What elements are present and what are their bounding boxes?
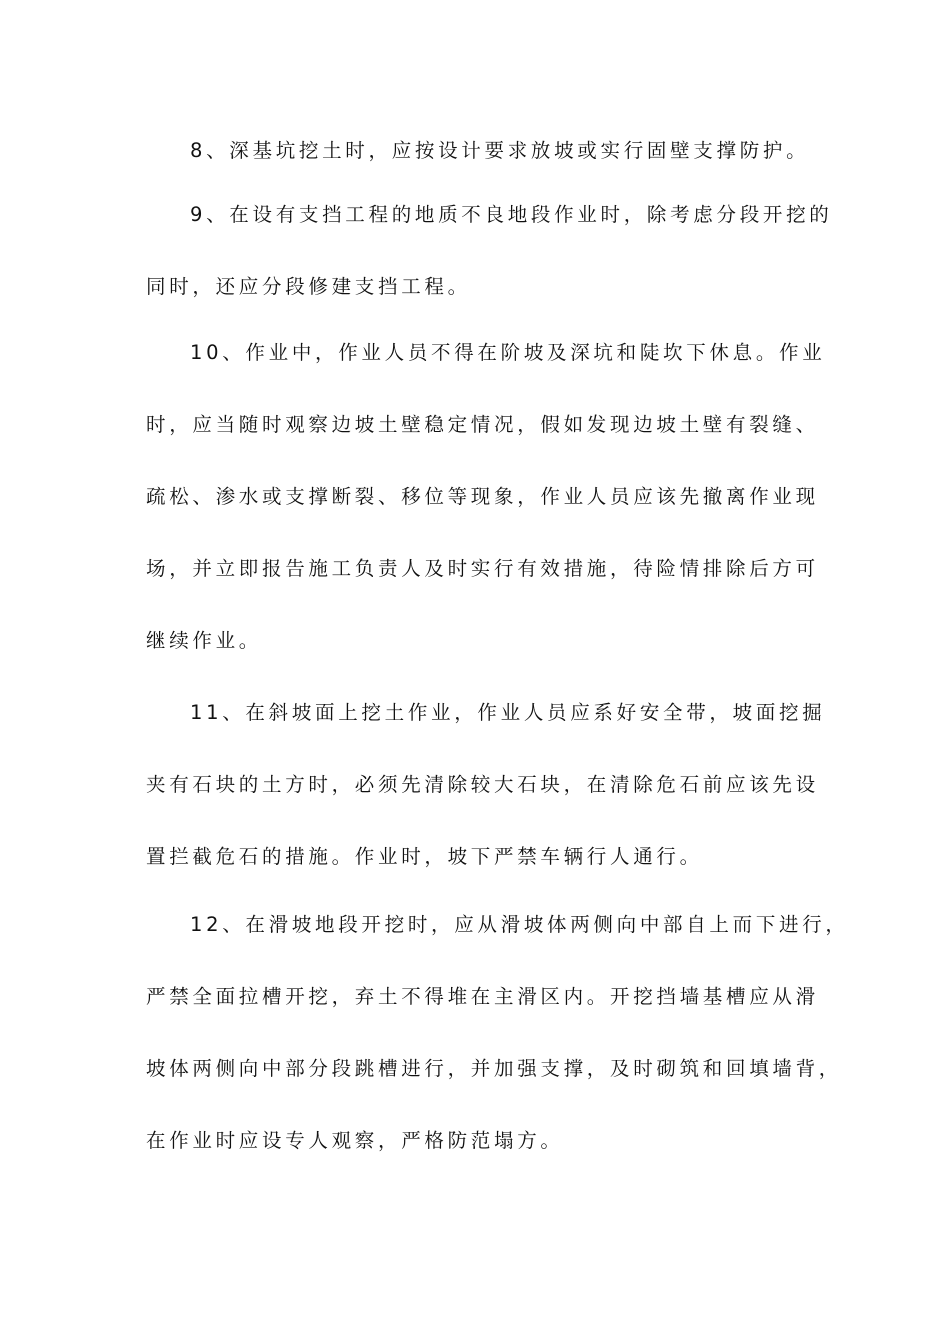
paragraph-12-line-1: 12、在滑坡地段开挖时，应从滑坡体两侧向中部自上而下进行，	[190, 913, 849, 936]
paragraph-9-line-1: 9、在设有支挡工程的地质不良地段作业时，除考虑分段开挖的	[190, 203, 833, 226]
paragraph-9-line-2: 同时，还应分段修建支挡工程。	[146, 275, 471, 298]
paragraph-8-line-1: 8、深基坑挖土时，应按设计要求放坡或实行固壁支撑防护。	[190, 139, 810, 162]
paragraph-11-line-3: 置拦截危石的措施。作业时，坡下严禁车辆行人通行。	[146, 845, 703, 868]
paragraph-10-line-3: 疏松、渗水或支撑断裂、移位等现象，作业人员应该先撤离作业现	[146, 485, 819, 508]
paragraph-10-line-5: 继续作业。	[146, 629, 263, 652]
paragraph-10-line-2: 时，应当随时观察边坡土壁稳定情况，假如发现边坡土壁有裂缝、	[146, 413, 819, 436]
paragraph-12-line-4: 在作业时应设专人观察，严格防范塌方。	[146, 1129, 564, 1152]
paragraph-10-line-1: 10、作业中，作业人员不得在阶坡及深坑和陡坎下休息。作业	[190, 341, 826, 364]
paragraph-11-line-1: 11、在斜坡面上挖土作业，作业人员应系好安全带，坡面挖掘	[190, 701, 826, 724]
paragraph-11-line-2: 夹有石块的土方时，必须先清除较大石块，在清除危石前应该先设	[146, 773, 819, 796]
paragraph-12-line-3: 坡体两侧向中部分段跳槽进行，并加强支撑，及时砌筑和回填墙背，	[146, 1057, 843, 1080]
paragraph-10-line-4: 场，并立即报告施工负责人及时实行有效措施，待险情排除后方可	[146, 557, 819, 580]
paragraph-12-line-2: 严禁全面拉槽开挖，弃土不得堆在主滑区内。开挖挡墙基槽应从滑	[146, 985, 819, 1008]
